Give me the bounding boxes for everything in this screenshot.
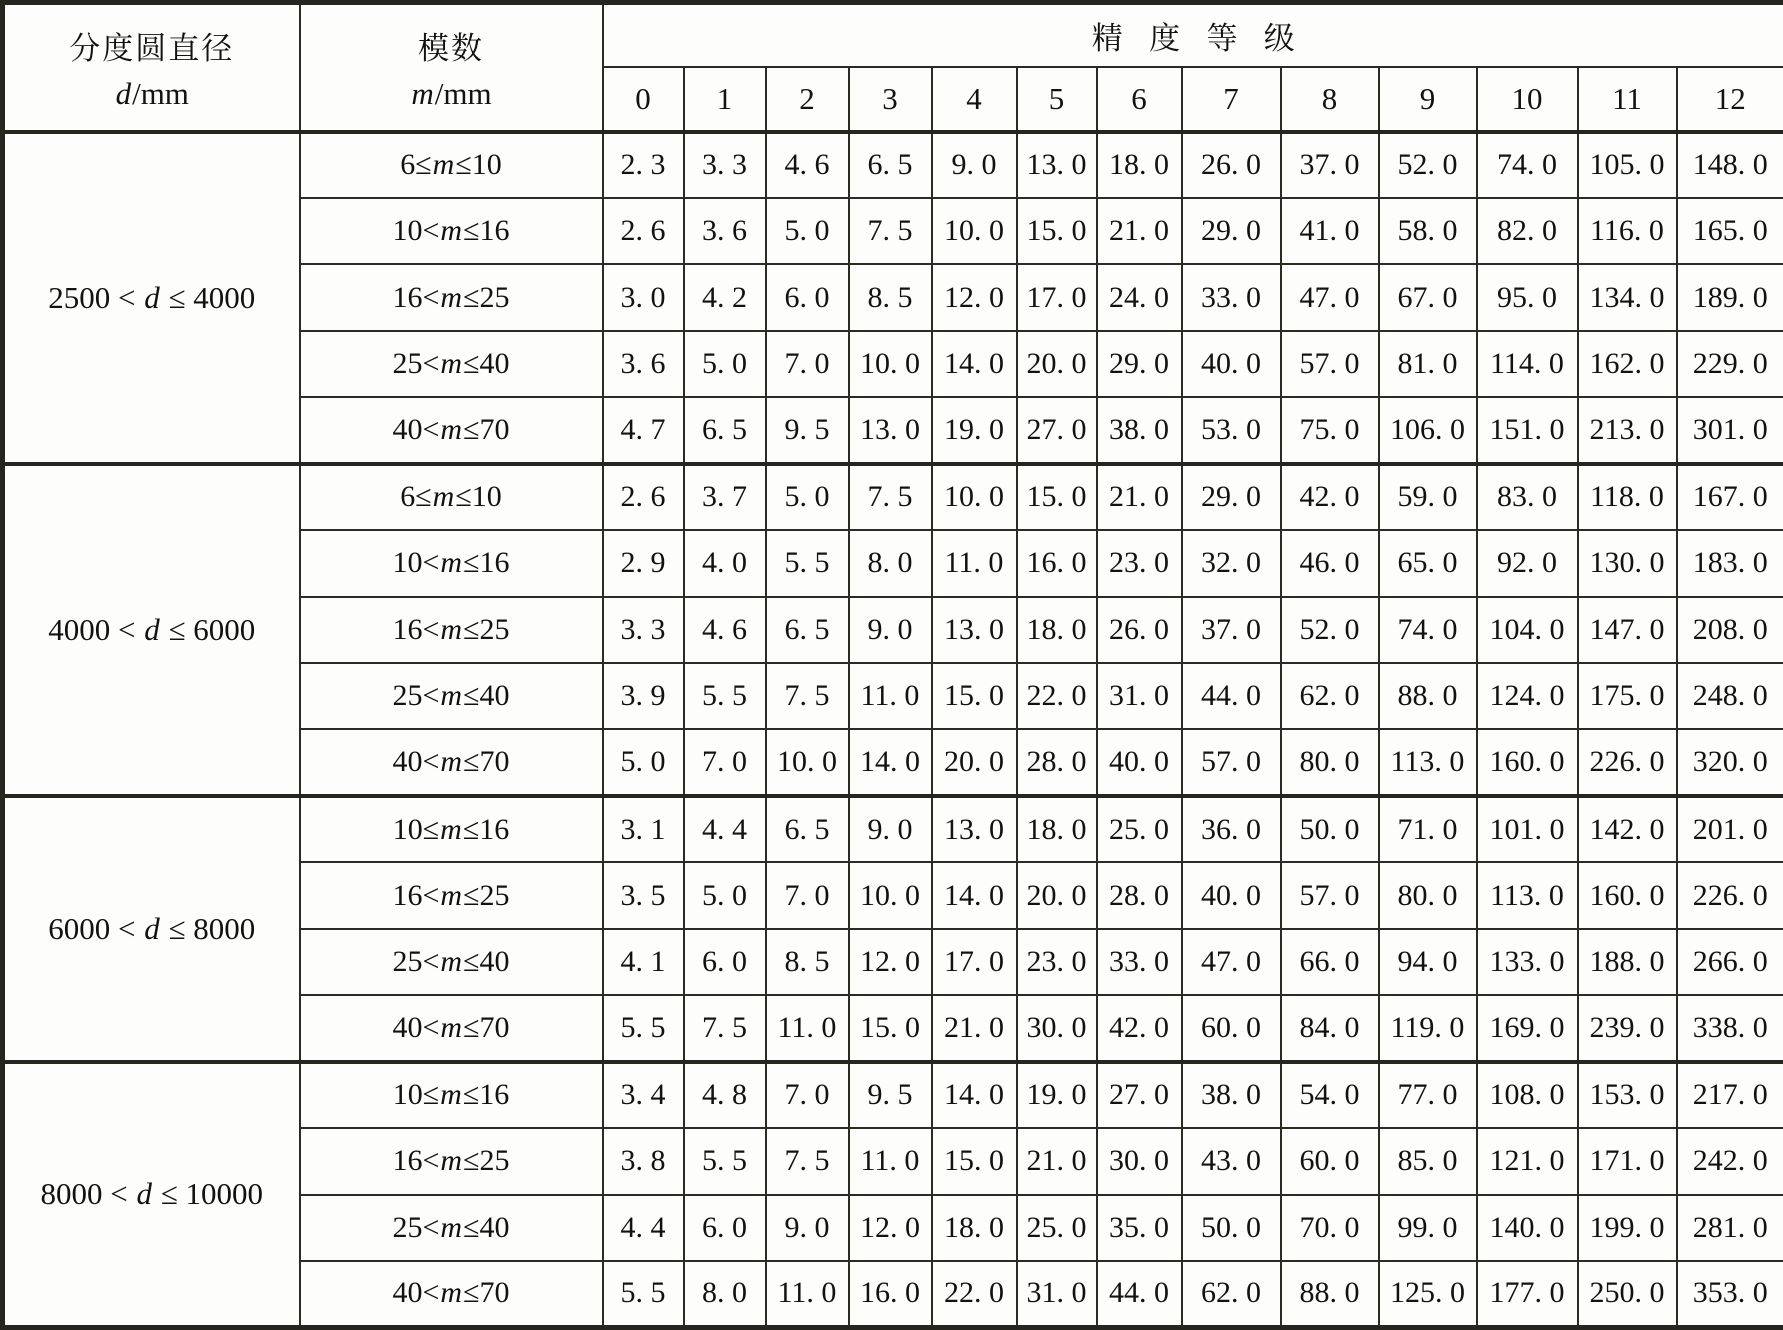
tolerance-value-cell: 6. 0 [684,929,766,995]
tolerance-value-cell: 9. 0 [766,1195,849,1261]
tolerance-value-cell: 67. 0 [1379,264,1477,330]
tolerance-value-cell: 35. 0 [1097,1195,1182,1261]
tolerance-value-cell: 16. 0 [849,1261,932,1328]
tolerance-value-cell: 22. 0 [1017,663,1097,729]
tolerance-value-cell: 60. 0 [1281,1128,1379,1194]
d-range-cell: 6000 < d ≤ 8000 [3,796,300,1062]
tolerance-value-cell: 58. 0 [1379,198,1477,264]
tolerance-value-cell: 15. 0 [1017,464,1097,530]
tolerance-value-cell: 57. 0 [1182,729,1281,795]
grade-column-header: 5 [1017,67,1097,132]
tolerance-value-cell: 43. 0 [1182,1128,1281,1194]
tolerance-value-cell: 80. 0 [1379,862,1477,928]
grade-column-header: 0 [603,67,684,132]
tolerance-value-cell: 167. 0 [1677,464,1783,530]
grade-column-header: 10 [1477,67,1578,132]
table-header [3,3,1783,132]
tolerance-value-cell: 12. 0 [932,264,1017,330]
tolerance-value-cell: 7. 0 [766,331,849,397]
tolerance-value-cell: 169. 0 [1477,995,1578,1061]
tolerance-value-cell: 153. 0 [1578,1062,1677,1128]
m-range-cell: 10<m≤16 [300,198,603,264]
tolerance-value-cell: 9. 5 [766,397,849,463]
tolerance-value-cell: 20. 0 [932,729,1017,795]
tolerance-value-cell: 33. 0 [1182,264,1281,330]
tolerance-value-cell: 26. 0 [1097,597,1182,663]
m-range-cell: 25<m≤40 [300,663,603,729]
grade-column-header: 4 [932,67,1017,132]
tolerance-value-cell: 19. 0 [932,397,1017,463]
tolerance-value-cell: 29. 0 [1182,198,1281,264]
tolerance-value-cell: 38. 0 [1182,1062,1281,1128]
tolerance-value-cell: 199. 0 [1578,1195,1677,1261]
tolerance-value-cell: 18. 0 [1097,132,1182,198]
tolerance-value-cell: 148. 0 [1677,132,1783,198]
tolerance-value-cell: 281. 0 [1677,1195,1783,1261]
tolerance-value-cell: 266. 0 [1677,929,1783,995]
tolerance-value-cell: 15. 0 [932,663,1017,729]
tolerance-value-cell: 10. 0 [766,729,849,795]
tolerance-value-cell: 99. 0 [1379,1195,1477,1261]
tolerance-value-cell: 301. 0 [1677,397,1783,463]
tolerance-value-cell: 29. 0 [1097,331,1182,397]
tolerance-value-cell: 36. 0 [1182,796,1281,862]
tolerance-value-cell: 17. 0 [1017,264,1097,330]
m-range-cell: 25<m≤40 [300,1195,603,1261]
d-range-cell: 4000 < d ≤ 6000 [3,464,300,796]
tolerance-value-cell: 162. 0 [1578,331,1677,397]
tolerance-value-cell: 65. 0 [1379,530,1477,596]
tolerance-value-cell: 40. 0 [1182,862,1281,928]
tolerance-value-cell: 15. 0 [849,995,932,1061]
tolerance-value-cell: 134. 0 [1578,264,1677,330]
tolerance-value-cell: 57. 0 [1281,331,1379,397]
tolerance-value-cell: 21. 0 [932,995,1017,1061]
m-range-cell: 10≤m≤16 [300,796,603,862]
header-module [300,3,603,132]
tolerance-value-cell: 92. 0 [1477,530,1578,596]
tolerance-value-cell: 10. 0 [932,464,1017,530]
tolerance-value-cell: 47. 0 [1182,929,1281,995]
tolerance-value-cell: 165. 0 [1677,198,1783,264]
tolerance-value-cell: 28. 0 [1097,862,1182,928]
tolerance-value-cell: 75. 0 [1281,397,1379,463]
tolerance-value-cell: 85. 0 [1379,1128,1477,1194]
m-range-cell: 6≤m≤10 [300,464,603,530]
tolerance-value-cell: 5. 0 [684,862,766,928]
tolerance-value-cell: 42. 0 [1097,995,1182,1061]
tolerance-value-cell: 124. 0 [1477,663,1578,729]
tolerance-value-cell: 242. 0 [1677,1128,1783,1194]
tolerance-value-cell: 62. 0 [1182,1261,1281,1328]
table-row [3,796,1783,862]
tolerance-value-cell: 2. 6 [603,198,684,264]
tolerance-value-cell: 208. 0 [1677,597,1783,663]
tolerance-value-cell: 50. 0 [1281,796,1379,862]
grade-column-header: 11 [1578,67,1677,132]
tolerance-value-cell: 6. 5 [766,597,849,663]
grade-column-header: 3 [849,67,932,132]
tolerance-value-cell: 6. 0 [766,264,849,330]
tolerance-value-cell: 5. 5 [603,995,684,1061]
m-range-cell: 16<m≤25 [300,264,603,330]
module-title: 模数 [418,30,484,66]
tolerance-value-cell: 3. 1 [603,796,684,862]
tolerance-value-cell: 171. 0 [1578,1128,1677,1194]
tolerance-value-cell: 95. 0 [1477,264,1578,330]
tolerance-value-cell: 59. 0 [1379,464,1477,530]
tolerance-value-cell: 6. 5 [766,796,849,862]
header-pitch-diameter [3,3,300,132]
tolerance-value-cell: 108. 0 [1477,1062,1578,1128]
m-range-cell: 16<m≤25 [300,597,603,663]
header-accuracy-grade: 精度等级 [603,3,1783,67]
m-range-cell: 16<m≤25 [300,1128,603,1194]
tolerance-value-cell: 183. 0 [1677,530,1783,596]
tolerance-value-cell: 82. 0 [1477,198,1578,264]
tolerance-value-cell: 19. 0 [1017,1062,1097,1128]
tolerance-value-cell: 4. 4 [603,1195,684,1261]
tolerance-value-cell: 94. 0 [1379,929,1477,995]
tolerance-value-cell: 213. 0 [1578,397,1677,463]
tolerance-value-cell: 226. 0 [1578,729,1677,795]
tolerance-value-cell: 53. 0 [1182,397,1281,463]
tolerance-value-cell: 8. 0 [849,530,932,596]
tolerance-value-cell: 114. 0 [1477,331,1578,397]
tolerance-value-cell: 189. 0 [1677,264,1783,330]
m-range-cell: 6≤m≤10 [300,132,603,198]
tolerance-value-cell: 18. 0 [1017,796,1097,862]
tolerance-value-cell: 160. 0 [1477,729,1578,795]
tolerance-value-cell: 37. 0 [1182,597,1281,663]
tolerance-value-cell: 8. 5 [766,929,849,995]
tolerance-value-cell: 3. 9 [603,663,684,729]
tolerance-value-cell: 18. 0 [932,1195,1017,1261]
tolerance-value-cell: 4. 2 [684,264,766,330]
tolerance-value-cell: 147. 0 [1578,597,1677,663]
grade-column-header: 2 [766,67,849,132]
tolerance-value-cell: 81. 0 [1379,331,1477,397]
tolerance-value-cell: 5. 5 [603,1261,684,1328]
tolerance-value-cell: 104. 0 [1477,597,1578,663]
tolerance-value-cell: 52. 0 [1379,132,1477,198]
tolerance-value-cell: 21. 0 [1017,1128,1097,1194]
tolerance-value-cell: 130. 0 [1578,530,1677,596]
tolerance-value-cell: 338. 0 [1677,995,1783,1061]
tolerance-value-cell: 7. 5 [849,198,932,264]
tolerance-value-cell: 3. 3 [684,132,766,198]
tolerance-value-cell: 10. 0 [849,862,932,928]
tolerance-value-cell: 133. 0 [1477,929,1578,995]
pitch-diameter-unit: d/mm [115,75,189,111]
m-range-cell: 16<m≤25 [300,862,603,928]
tolerance-value-cell: 9. 5 [849,1062,932,1128]
tolerance-value-cell: 113. 0 [1379,729,1477,795]
tolerance-value-cell: 7. 5 [849,464,932,530]
tolerance-value-cell: 201. 0 [1677,796,1783,862]
tolerance-value-cell: 83. 0 [1477,464,1578,530]
tolerance-value-cell: 151. 0 [1477,397,1578,463]
tolerance-value-cell: 9. 0 [849,796,932,862]
tolerance-value-cell: 66. 0 [1281,929,1379,995]
tolerance-value-cell: 140. 0 [1477,1195,1578,1261]
tolerance-value-cell: 6. 5 [849,132,932,198]
tolerance-value-cell: 11. 0 [766,1261,849,1328]
tolerance-value-cell: 6. 5 [684,397,766,463]
tolerance-value-cell: 2. 9 [603,530,684,596]
m-range-cell: 40<m≤70 [300,995,603,1061]
m-range-cell: 25<m≤40 [300,929,603,995]
tolerance-value-cell: 121. 0 [1477,1128,1578,1194]
tolerance-value-cell: 3. 6 [603,331,684,397]
tolerance-value-cell: 320. 0 [1677,729,1783,795]
tolerance-value-cell: 4. 6 [766,132,849,198]
tolerance-value-cell: 74. 0 [1477,132,1578,198]
tolerance-value-cell: 16. 0 [1017,530,1097,596]
tolerance-value-cell: 3. 6 [684,198,766,264]
tolerance-value-cell: 27. 0 [1017,397,1097,463]
tolerance-value-cell: 11. 0 [849,663,932,729]
tolerance-value-cell: 2. 3 [603,132,684,198]
m-range-cell: 10≤m≤16 [300,1062,603,1128]
tolerance-value-cell: 57. 0 [1281,862,1379,928]
pitch-diameter-title: 分度圆直径 [69,30,235,66]
tolerance-value-cell: 7. 5 [684,995,766,1061]
tolerance-value-cell: 20. 0 [1017,862,1097,928]
tolerance-value-cell: 74. 0 [1379,597,1477,663]
tolerance-value-cell: 50. 0 [1182,1195,1281,1261]
grade-column-header: 9 [1379,67,1477,132]
table-row [3,1062,1783,1128]
tolerance-value-cell: 8. 0 [684,1261,766,1328]
tolerance-value-cell: 5. 0 [684,331,766,397]
tolerance-value-cell: 10. 0 [932,198,1017,264]
tolerance-value-cell: 54. 0 [1281,1062,1379,1128]
d-range-cell: 8000 < d ≤ 10000 [3,1062,300,1328]
tolerance-value-cell: 229. 0 [1677,331,1783,397]
tolerance-value-cell: 119. 0 [1379,995,1477,1061]
tolerance-value-cell: 13. 0 [849,397,932,463]
tolerance-value-cell: 23. 0 [1097,530,1182,596]
tolerance-value-cell: 18. 0 [1017,597,1097,663]
tolerance-value-cell: 177. 0 [1477,1261,1578,1328]
tolerance-value-cell: 44. 0 [1097,1261,1182,1328]
d-range-cell: 2500 < d ≤ 4000 [3,132,300,464]
header-row-top [3,3,1783,67]
module-unit: m/mm [411,75,492,111]
tolerance-value-cell: 5. 0 [603,729,684,795]
tolerance-value-cell: 88. 0 [1281,1261,1379,1328]
tolerance-value-cell: 3. 7 [684,464,766,530]
tolerance-value-cell: 4. 1 [603,929,684,995]
tolerance-value-cell: 28. 0 [1017,729,1097,795]
tolerance-value-cell: 105. 0 [1578,132,1677,198]
tolerance-value-cell: 118. 0 [1578,464,1677,530]
m-range-cell: 25<m≤40 [300,331,603,397]
tolerance-value-cell: 30. 0 [1097,1128,1182,1194]
tolerance-value-cell: 40. 0 [1097,729,1182,795]
tolerance-value-cell: 9. 0 [932,132,1017,198]
tolerance-value-cell: 8. 5 [849,264,932,330]
tolerance-value-cell: 6. 0 [684,1195,766,1261]
tolerance-value-cell: 7. 5 [766,1128,849,1194]
tolerance-value-cell: 11. 0 [766,995,849,1061]
m-range-cell: 40<m≤70 [300,1261,603,1328]
tolerance-value-cell: 23. 0 [1017,929,1097,995]
tolerance-value-cell: 142. 0 [1578,796,1677,862]
tolerance-value-cell: 7. 5 [766,663,849,729]
tolerance-value-cell: 4. 0 [684,530,766,596]
m-range-cell: 10<m≤16 [300,530,603,596]
tolerance-value-cell: 101. 0 [1477,796,1578,862]
tolerance-value-cell: 17. 0 [932,929,1017,995]
tolerance-value-cell: 22. 0 [932,1261,1017,1328]
tolerance-value-cell: 7. 0 [766,1062,849,1128]
tolerance-value-cell: 21. 0 [1097,198,1182,264]
tolerance-value-cell: 226. 0 [1677,862,1783,928]
tolerance-value-cell: 10. 0 [849,331,932,397]
tolerance-value-cell: 3. 4 [603,1062,684,1128]
tolerance-value-cell: 5. 5 [684,663,766,729]
tolerance-value-cell: 47. 0 [1281,264,1379,330]
tolerance-value-cell: 4. 7 [603,397,684,463]
tolerance-value-cell: 239. 0 [1578,995,1677,1061]
tolerance-value-cell: 29. 0 [1182,464,1281,530]
tolerance-value-cell: 27. 0 [1097,1062,1182,1128]
tolerance-value-cell: 24. 0 [1097,264,1182,330]
table-row [3,464,1783,530]
tolerance-value-cell: 15. 0 [932,1128,1017,1194]
tolerance-value-cell: 217. 0 [1677,1062,1783,1128]
grade-column-header: 8 [1281,67,1379,132]
tolerance-value-cell: 5. 0 [766,198,849,264]
tolerance-value-cell: 5. 5 [684,1128,766,1194]
tolerance-value-cell: 44. 0 [1182,663,1281,729]
tolerance-value-cell: 3. 3 [603,597,684,663]
tolerance-value-cell: 84. 0 [1281,995,1379,1061]
tolerance-value-cell: 13. 0 [1017,132,1097,198]
tolerance-value-cell: 38. 0 [1097,397,1182,463]
tolerance-value-cell: 13. 0 [932,597,1017,663]
tolerance-value-cell: 25. 0 [1097,796,1182,862]
tolerance-value-cell: 25. 0 [1017,1195,1097,1261]
tolerance-value-cell: 7. 0 [766,862,849,928]
m-range-cell: 40<m≤70 [300,729,603,795]
tolerance-value-cell: 80. 0 [1281,729,1379,795]
tolerance-value-cell: 60. 0 [1182,995,1281,1061]
tolerance-value-cell: 33. 0 [1097,929,1182,995]
tolerance-value-cell: 116. 0 [1578,198,1677,264]
tolerance-value-cell: 4. 6 [684,597,766,663]
tolerance-value-cell: 7. 0 [684,729,766,795]
tolerance-value-cell: 188. 0 [1578,929,1677,995]
tolerance-value-cell: 26. 0 [1182,132,1281,198]
tolerance-value-cell: 5. 5 [766,530,849,596]
tolerance-value-cell: 12. 0 [849,1195,932,1261]
grade-column-header: 6 [1097,67,1182,132]
tolerance-value-cell: 3. 5 [603,862,684,928]
tolerance-value-cell: 11. 0 [932,530,1017,596]
tolerance-value-cell: 30. 0 [1017,995,1097,1061]
tolerance-value-cell: 15. 0 [1017,198,1097,264]
tolerance-value-cell: 88. 0 [1379,663,1477,729]
tolerance-value-cell: 4. 8 [684,1062,766,1128]
tolerance-value-cell: 14. 0 [932,331,1017,397]
tolerance-value-cell: 70. 0 [1281,1195,1379,1261]
tolerance-value-cell: 353. 0 [1677,1261,1783,1328]
tolerance-value-cell: 31. 0 [1097,663,1182,729]
tolerance-value-cell: 32. 0 [1182,530,1281,596]
table-row [3,132,1783,198]
tolerance-value-cell: 3. 8 [603,1128,684,1194]
tolerance-value-cell: 5. 0 [766,464,849,530]
m-range-cell: 40<m≤70 [300,397,603,463]
tolerance-value-cell: 20. 0 [1017,331,1097,397]
tolerance-value-cell: 62. 0 [1281,663,1379,729]
tolerance-value-cell: 248. 0 [1677,663,1783,729]
tolerance-value-cell: 21. 0 [1097,464,1182,530]
tolerance-value-cell: 125. 0 [1379,1261,1477,1328]
tolerance-value-cell: 9. 0 [849,597,932,663]
tolerance-value-cell: 40. 0 [1182,331,1281,397]
grade-column-header: 7 [1182,67,1281,132]
tolerance-value-cell: 14. 0 [849,729,932,795]
tolerance-value-cell: 31. 0 [1017,1261,1097,1328]
tolerance-value-cell: 4. 4 [684,796,766,862]
tolerance-value-cell: 3. 0 [603,264,684,330]
tolerance-value-cell: 71. 0 [1379,796,1477,862]
tolerance-value-cell: 14. 0 [932,862,1017,928]
tolerance-value-cell: 160. 0 [1578,862,1677,928]
tolerance-value-cell: 11. 0 [849,1128,932,1194]
tolerance-value-cell: 175. 0 [1578,663,1677,729]
grade-column-header: 12 [1677,67,1783,132]
tolerance-value-cell: 250. 0 [1578,1261,1677,1328]
tolerance-value-cell: 12. 0 [849,929,932,995]
tolerance-value-cell: 2. 6 [603,464,684,530]
tolerance-value-cell: 42. 0 [1281,464,1379,530]
tolerance-value-cell: 106. 0 [1379,397,1477,463]
tolerance-value-cell: 41. 0 [1281,198,1379,264]
tolerance-value-cell: 37. 0 [1281,132,1379,198]
tolerance-value-cell: 77. 0 [1379,1062,1477,1128]
grade-column-header: 1 [684,67,766,132]
tolerance-value-cell: 14. 0 [932,1062,1017,1128]
table-body [3,132,1783,1328]
tolerance-value-cell: 52. 0 [1281,597,1379,663]
tolerance-value-cell: 113. 0 [1477,862,1578,928]
tolerance-value-cell: 46. 0 [1281,530,1379,596]
tolerance-value-cell: 13. 0 [932,796,1017,862]
